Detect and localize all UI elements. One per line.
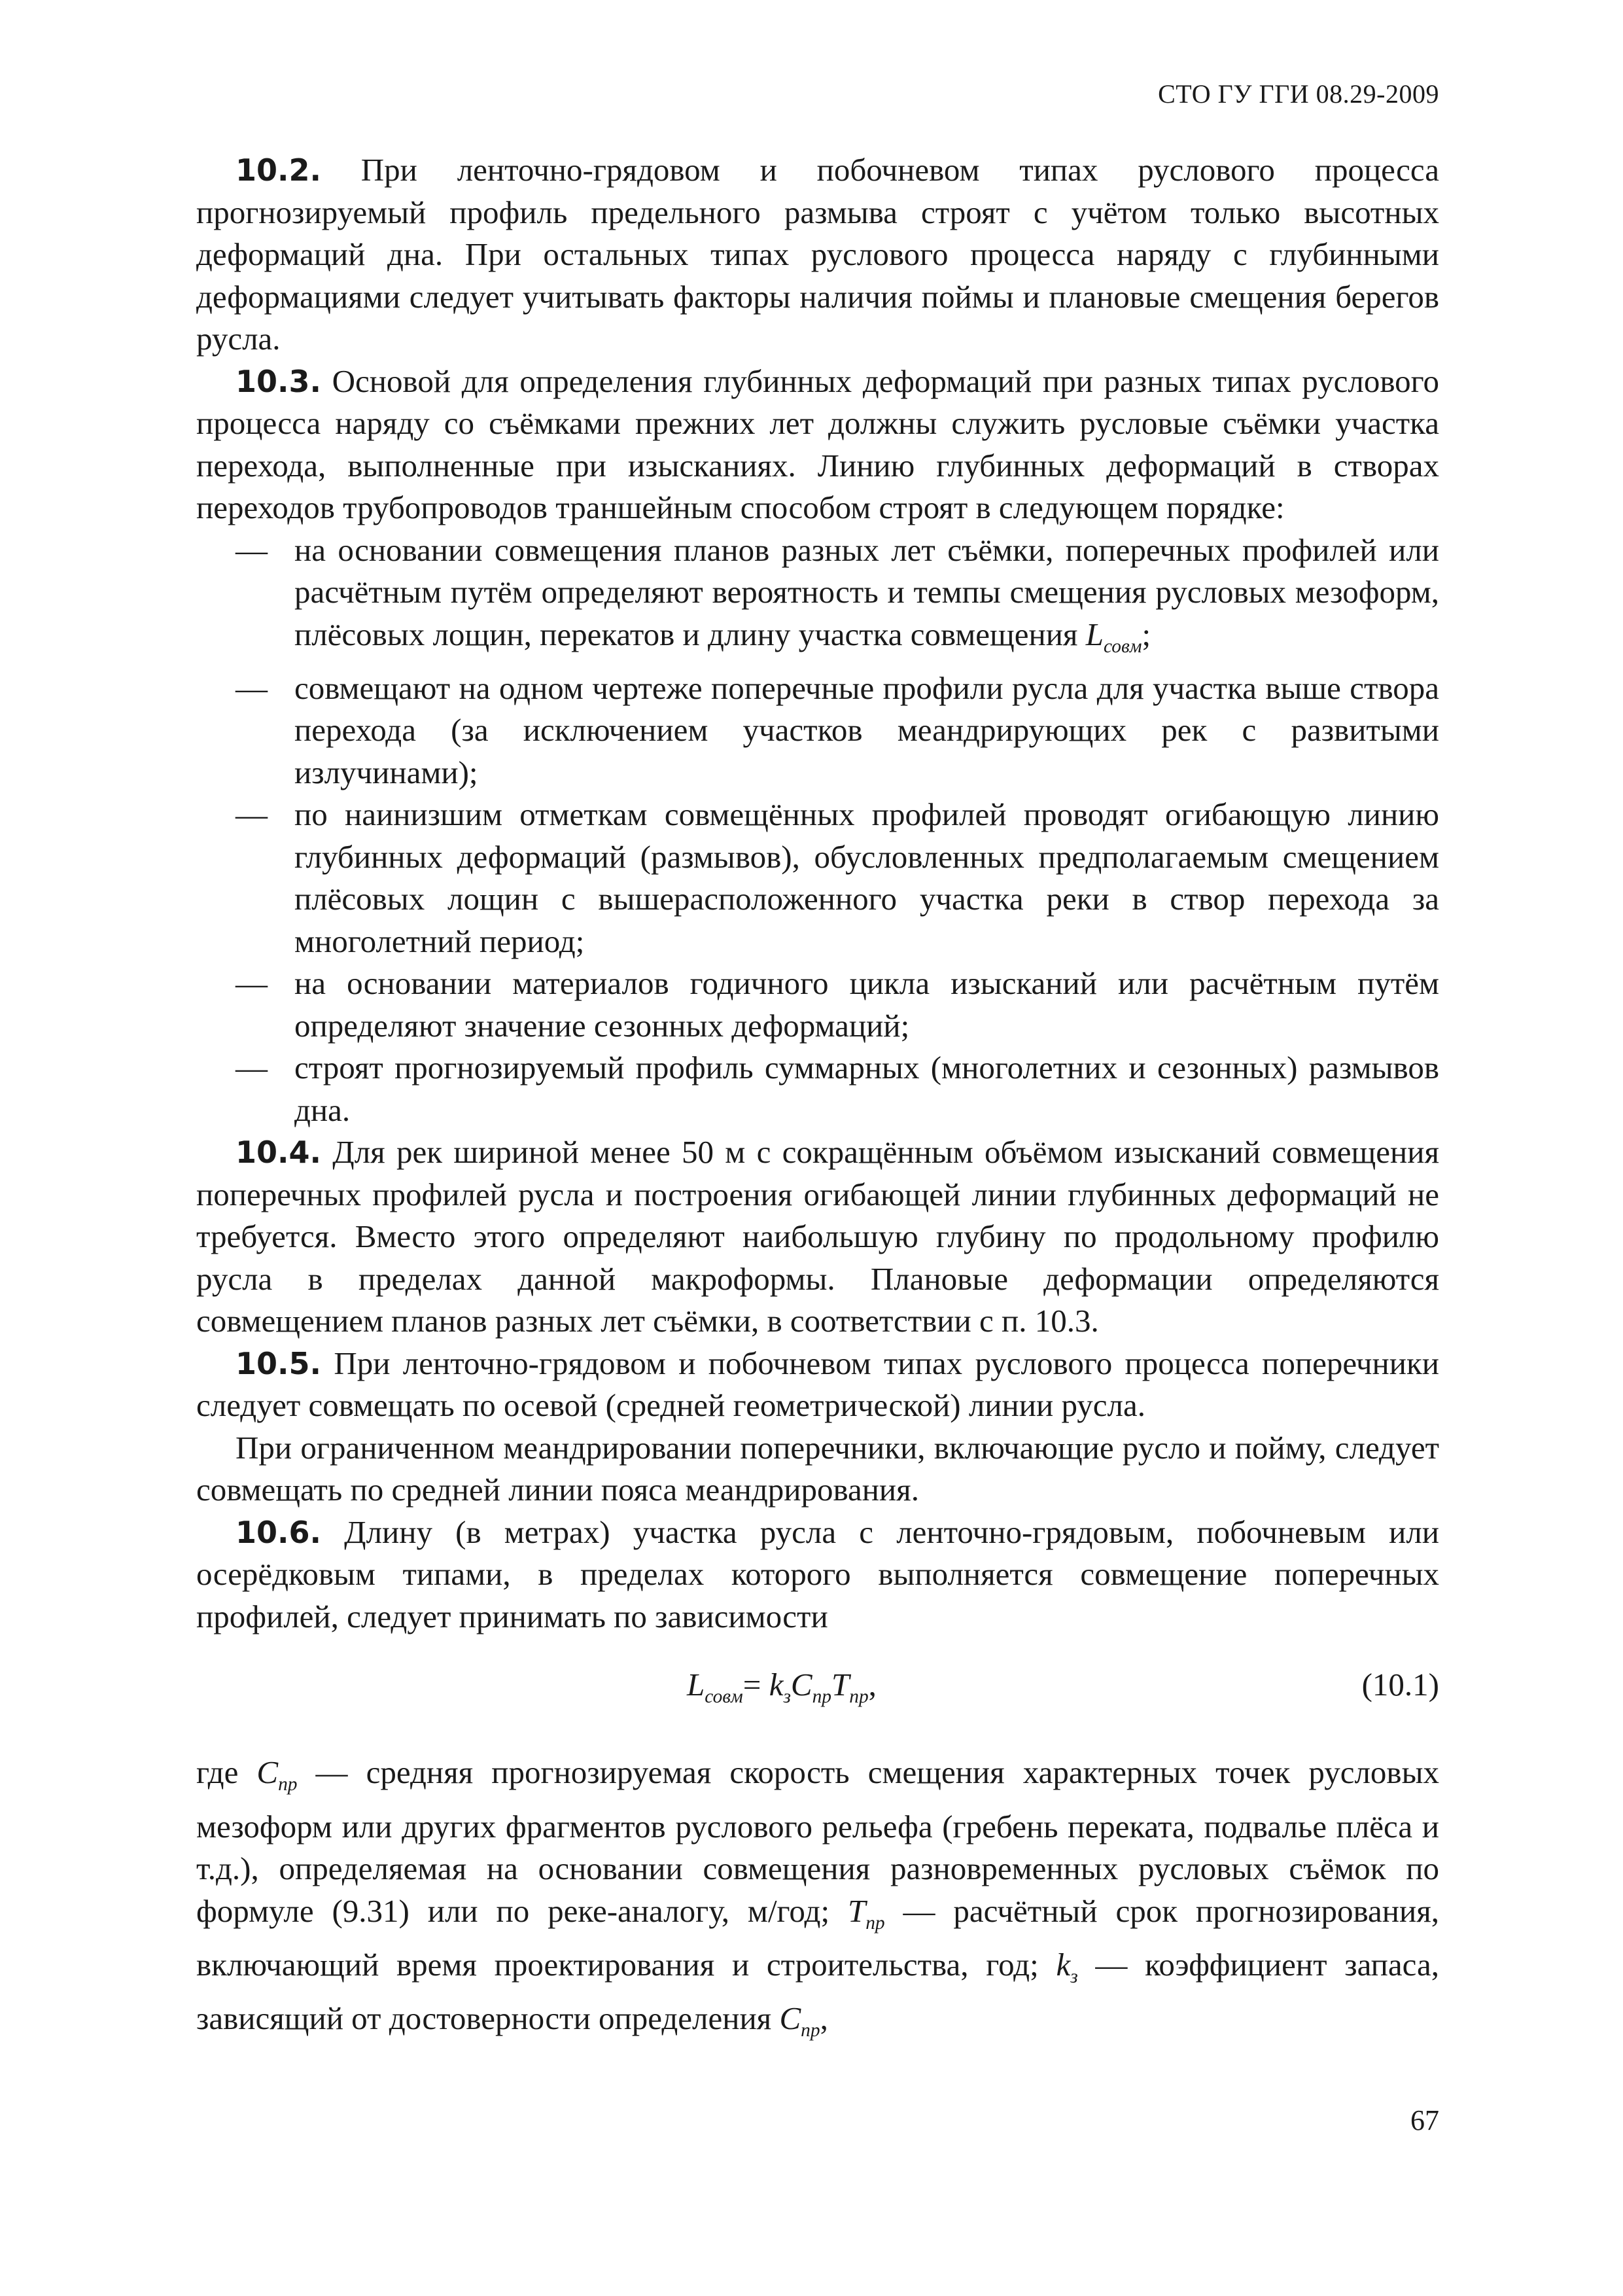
formula-sub: совм bbox=[705, 1686, 743, 1708]
document-page bbox=[196, 0, 1439, 2296]
formula-var-T: T bbox=[831, 1667, 850, 1703]
variable: L bbox=[1085, 616, 1104, 652]
page-number: 67 bbox=[1410, 2104, 1439, 2136]
formula-equals: = bbox=[742, 1667, 769, 1703]
variable: C bbox=[779, 2000, 801, 2037]
variable-subscript: совм bbox=[1103, 635, 1142, 657]
section-text: При ленточно-грядовом и побочневом типах руслового процесса прогнозируемый профиль предельного размыва строят с учётом только высотных деформаций дна. При остальных типах руслового процесса наряду с глубинными деформациями следует учитывать факторы наличия поймы и плановые смещения берегов русла. bbox=[196, 152, 1439, 357]
formula-var-k: k bbox=[769, 1667, 784, 1703]
formula-number: (10.1) bbox=[1361, 1667, 1439, 1703]
list-item bbox=[196, 794, 1439, 963]
document-body bbox=[196, 149, 1439, 2051]
variable-subscript: пр bbox=[278, 1774, 298, 1795]
section-number: 10.5. bbox=[236, 1345, 321, 1381]
formula-sub: з bbox=[783, 1686, 791, 1708]
list-item bbox=[196, 963, 1439, 1047]
section-number: 10.3. bbox=[236, 363, 321, 399]
section-10-4 bbox=[196, 1131, 1439, 1343]
formula-explanation bbox=[196, 1752, 1439, 2051]
formula-tail: , bbox=[868, 1667, 877, 1703]
list-item-tail: ; bbox=[1142, 616, 1151, 652]
variable-subscript: пр bbox=[865, 1912, 885, 1934]
list-item-text: по наинизшим отметкам совмещённых профилей проводят огибающую линию глубинных деформаций (размывов), обусловленных предполагаемым смещением плёсовых лощин с вышерасположенного участка реки в створ перехода за многолетний период; bbox=[294, 796, 1439, 959]
explanation-text: где bbox=[196, 1754, 257, 1791]
document-header: СТО ГУ ГГИ 08.29-2009 bbox=[1158, 79, 1439, 109]
list-item-text: на основании совмещения планов разных лет съёмки, поперечных профилей или расчётным путём определяют вероятность и темпы смещения русловых мезоформ, плёсовых лощин, перекатов и длину участка совмещения bbox=[294, 531, 1439, 652]
variable: T bbox=[847, 1892, 866, 1929]
procedure-list bbox=[196, 529, 1439, 1132]
formula-10-1 bbox=[196, 1650, 1439, 1728]
variable-subscript: пр bbox=[801, 2019, 820, 2041]
explanation-text: — коэффициент запаса, зависящий от достоверности определения bbox=[196, 1946, 1439, 2037]
section-10-3 bbox=[196, 361, 1439, 529]
list-item bbox=[196, 529, 1439, 667]
explanation-text: — расчётный срок прогнозирования, включающий время проектирования и строительства, год; bbox=[196, 1892, 1439, 1983]
dash-marker: — bbox=[236, 531, 268, 568]
explanation-text: , bbox=[820, 2000, 828, 2037]
variable: C bbox=[256, 1754, 279, 1791]
section-text: При ленточно-грядовом и побочневом типах руслового процесса поперечники следует совмещать по осевой (средней геометрической) линии русла. bbox=[196, 1345, 1439, 1424]
formula-var-C: C bbox=[790, 1667, 812, 1703]
formula-var-L: L bbox=[687, 1667, 705, 1703]
section-10-6 bbox=[196, 1511, 1439, 1638]
dash-marker: — bbox=[236, 796, 268, 833]
section-number: 10.6. bbox=[236, 1514, 321, 1550]
list-item-text: строят прогнозируемый профиль суммарных (многолетних и сезонных) размывов дна. bbox=[294, 1050, 1439, 1128]
section-number: 10.2. bbox=[236, 152, 321, 188]
section-number: 10.4. bbox=[236, 1135, 321, 1171]
variable: k bbox=[1056, 1946, 1071, 1983]
section-text: Длину (в метрах) участка русла с ленточно-грядовым, побочневым или осерёдковым типами, в пределах которого выполняется совмещение поперечных профилей, следует принимать по зависимости bbox=[196, 1513, 1439, 1634]
section-text: Для рек шириной менее 50 м с сокращённым объёмом изысканий совмещения поперечных профилей русла и построения огибающей линии глубинных деформаций не требуется. Вместо этого определяют наибольшую глубину по продольному профилю русла в пределах данной макроформы. Плановые деформации определяются совмещением планов разных лет съёмки, в соответствии с п. 10.3. bbox=[196, 1134, 1439, 1339]
explanation-text: — средняя прогнозируемая скорость смещения характерных точек русловых мезоформ или других фрагментов руслового рельефа (гребень переката, подвалье плёса и т.д.), определяемая на основании совмещения разновременных русловых съёмок по формуле (9.31) или по реке-аналогу, м/год; bbox=[196, 1754, 1439, 1929]
section-10-2 bbox=[196, 149, 1439, 361]
dash-marker: — bbox=[236, 1050, 268, 1086]
formula-sub: пр bbox=[849, 1686, 869, 1708]
list-item bbox=[196, 667, 1439, 794]
variable-subscript: з bbox=[1070, 1966, 1078, 1987]
dash-marker: — bbox=[236, 965, 268, 1002]
section-10-5-continued: При ограниченном меандрировании поперечники, включающие русло и пойму, следует совмещать по средней линии пояса меандрирования. bbox=[196, 1429, 1439, 1508]
formula-sub: пр bbox=[812, 1686, 831, 1708]
list-item-text: на основании материалов годичного цикла изысканий или расчётным путём определяют значение сезонных деформаций; bbox=[294, 965, 1439, 1044]
section-10-5 bbox=[196, 1343, 1439, 1427]
dash-marker: — bbox=[236, 669, 268, 706]
list-item bbox=[196, 1047, 1439, 1131]
formula-expression bbox=[687, 1664, 877, 1718]
list-item-text: совмещают на одном чертеже поперечные профили русла для участка выше створа перехода (за исключением участков меандрирующих рек с развитыми излучинами); bbox=[294, 669, 1439, 790]
section-text: Основой для определения глубинных деформаций при разных типах руслового процесса наряду со съёмками прежних лет должны служить русловые съёмки участка перехода, выполненные при изысканиях. Линию глубинных деформаций в створах переходов трубопроводов траншейным способом строят в следующем порядке: bbox=[196, 362, 1439, 525]
